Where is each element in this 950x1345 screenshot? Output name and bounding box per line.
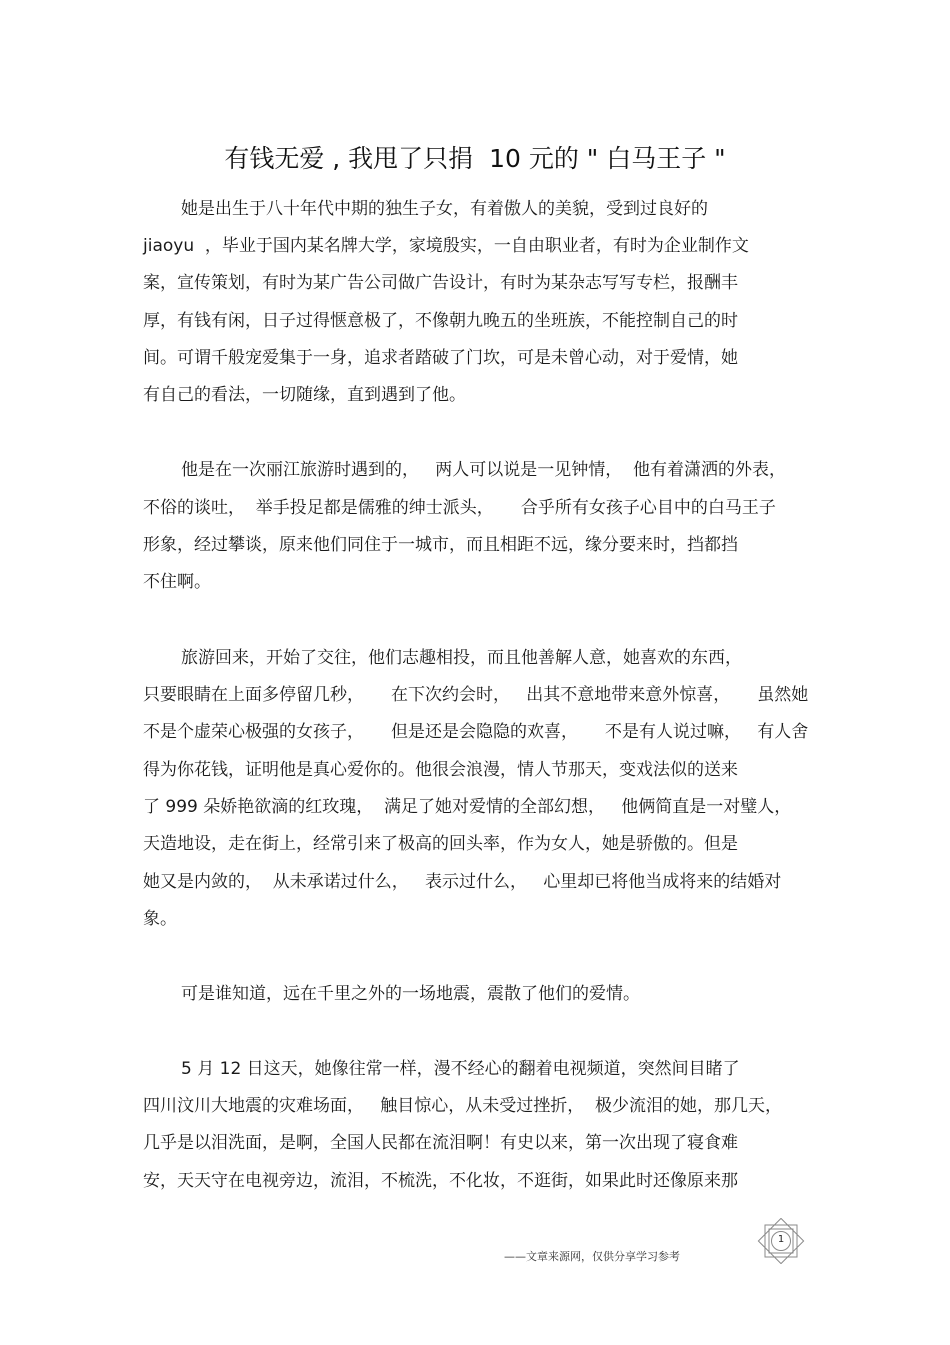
paragraph-line: 天造地设，走在街上，经常引来了极高的回头率，作为女人，她是骄傲的。但是 (143, 834, 738, 854)
document-title: 有钱无爱 , 我甩了只捐 10 元的 " 白马王子 " (224, 144, 726, 173)
paragraph-line: 她是出生于八十年代中期的独生子女，有着傲人的美貌，受到过良好的 (181, 199, 708, 219)
paragraph-line: jiaoyu ，毕业于国内某名牌大学，家境殷实，一自由职业者，有时为企业制作文 (143, 236, 749, 256)
paragraph-line: 有自己的看法，一切随缘，直到遇到了他。 (143, 385, 466, 405)
paragraph-line: 案，宣传策划，有时为某广告公司做广告设计，有时为某杂志写写专栏，报酬丰 (143, 273, 738, 293)
paragraph-line: 几乎是以泪洗面，是啊，全国人民都在流泪啊！有史以来，第一次出现了寝食难 (143, 1133, 738, 1153)
paragraph-line: 得为你花钱，证明他是真心爱你的。他很会浪漫，情人节那天，变戏法似的送来 (143, 760, 738, 780)
paragraph-line: 象。 (143, 909, 177, 929)
page-number: 1 (777, 1234, 785, 1245)
paragraph-line: 不是个虚荣心极强的女孩子， 但是还是会隐隐的欢喜， 不是有人说过嘛， 有人舍 (143, 722, 809, 742)
paragraph-line: 形象，经过攀谈，原来他们同住于一城市，而且相距不远，缘分要来时，挡都挡 (143, 535, 738, 555)
paragraph-line: 旅游回来，开始了交往，他们志趣相投，而且他善解人意，她喜欢的东西， (181, 648, 742, 668)
paragraph-line: 安，天天守在电视旁边，流泪，不梳洗，不化妆，不逛街，如果此时还像原来那 (143, 1171, 738, 1191)
paragraph-line: 不住啊。 (143, 572, 211, 592)
paragraph-line: 可是谁知道，远在千里之外的一场地震，震散了他们的爱情。 (181, 984, 640, 1004)
paragraph-line: 间。可谓千般宠爱集于一身，追求者踏破了门坎，可是未曾心动，对于爱情，她 (143, 348, 738, 368)
source-note: ——文章来源网，仅供分享学习参考 (504, 1250, 680, 1263)
page-number-badge (756, 1218, 806, 1264)
paragraph-line: 只要眼睛在上面多停留几秒， 在下次约会时， 出其不意地带来意外惊喜， 虽然她 (143, 685, 809, 705)
paragraph-line: 5 月 12 日这天，她像往常一样，漫不经心的翻着电视频道，突然间目睹了 (181, 1059, 740, 1079)
paragraph-line: 他是在一次丽江旅游时遇到的， 两人可以说是一见钟情， 他有着潇洒的外表， (181, 460, 787, 480)
paragraph-line: 不俗的谈吐， 举手投足都是儒雅的绅士派头， 合乎所有女孩子心目中的白马王子 (143, 498, 776, 518)
paragraph-line: 了 999 朵娇艳欲滴的红玫瑰， 满足了她对爱情的全部幻想， 他俩简直是一对璧人， (143, 797, 792, 817)
paragraph-line: 她又是内敛的， 从未承诺过什么， 表示过什么， 心里却已将他当成将来的结婚对 (143, 872, 782, 892)
paragraph-line: 四川汶川大地震的灾难场面， 触目惊心，从未受过挫折， 极少流泪的她，那几天， (143, 1096, 783, 1116)
paragraph-line: 厚，有钱有闲，日子过得惬意极了，不像朝九晚五的坐班族，不能控制自己的时 (143, 311, 738, 331)
